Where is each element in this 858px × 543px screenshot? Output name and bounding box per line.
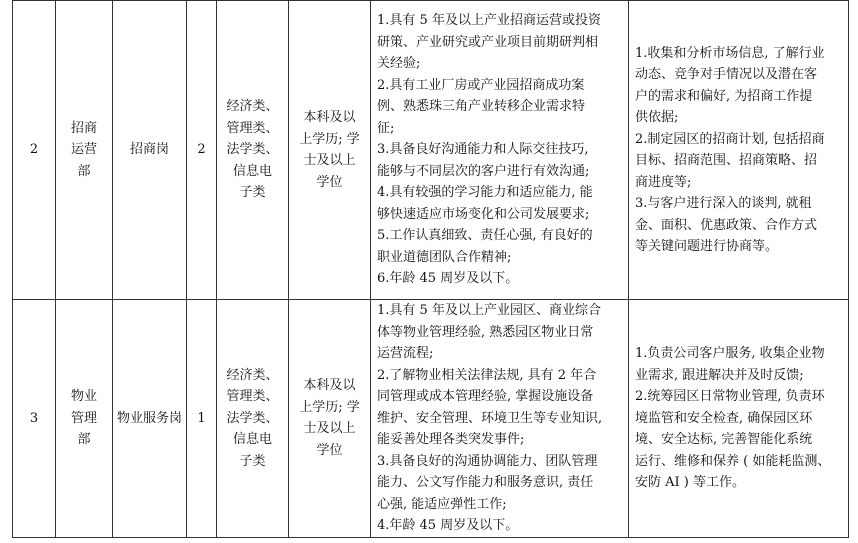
text-line: 境、安全达标, 完善智能化系统 xyxy=(635,432,813,447)
text-line: 4.具有较强的学习能力和适应能力, 能 xyxy=(377,185,593,201)
text-line: 商进度等; xyxy=(635,174,692,190)
text-line: 管理 xyxy=(70,410,97,426)
row-number: 3 xyxy=(13,300,56,538)
text-line: 1.具有 5 年及以上产业园区、商业综合 xyxy=(377,303,601,318)
text-line: 能够与不同层次的客户进行有效沟通; xyxy=(377,163,590,179)
text-line: 目标、招商范围、招商策略、招 xyxy=(635,153,818,168)
text-line: 供依据; xyxy=(635,110,679,125)
text-line: 关经验; xyxy=(377,56,421,72)
text-line: 体等物业管理经验, 熟悉园区物业日常 xyxy=(377,324,594,340)
text-line: 法学类、 xyxy=(226,410,279,426)
text-line: 2.了解物业相关法律法规, 具有 2 年合 xyxy=(377,367,597,383)
major-cell xyxy=(217,1,289,300)
text-line: 2.制定园区的招商计划, 包括招商 xyxy=(635,131,825,147)
requirements-cell xyxy=(371,1,629,300)
text-line: 本科及以 xyxy=(303,110,356,125)
headcount-cell: 1 xyxy=(187,300,217,538)
text-line: 2.统筹园区日常物业管理, 负责环 xyxy=(635,389,825,404)
text-line: 职业道德团队合作精神; xyxy=(377,249,512,265)
text-line: 境监管和安全检查, 确保园区环 xyxy=(635,410,813,426)
text-line: 同管理或成本管理经验, 掌握设施设备 xyxy=(377,389,594,404)
headcount-cell: 2 xyxy=(187,1,217,300)
text-line: 管理类、 xyxy=(226,120,279,136)
text-line: 子类 xyxy=(239,453,266,469)
education-cell xyxy=(289,1,371,300)
text-line: 征; xyxy=(377,120,395,136)
text-line: 上学历; 学 xyxy=(299,131,360,147)
major-cell xyxy=(217,300,289,538)
text-line: 安防 AI ) 等工作。 xyxy=(635,475,745,490)
text-line: 管理类、 xyxy=(226,389,279,404)
recruitment-table xyxy=(12,0,849,538)
text-line: 士及以上 xyxy=(303,153,356,168)
position-cell: 招商岗 xyxy=(113,1,187,300)
text-line: 法学类、 xyxy=(226,142,279,158)
text-line: 2.具有工业厂房或产业园招商成功案 xyxy=(377,77,585,93)
table-row xyxy=(13,300,849,538)
text-line: 金、面积、优惠政策、合作方式 xyxy=(635,217,818,233)
duties-cell xyxy=(629,300,849,538)
table-row xyxy=(13,1,849,300)
education-cell xyxy=(289,300,371,538)
text-line: 学位 xyxy=(316,442,343,458)
text-line: 4.年龄 45 周岁及以下。 xyxy=(377,518,519,533)
text-line: 经济类、 xyxy=(226,99,279,115)
text-line: 研策、产业研究或产业项目前期研判相 xyxy=(377,34,599,50)
text-line: 信息电 xyxy=(232,163,272,179)
text-line: 够快速适应市场变化和公司发展要求; xyxy=(377,206,590,222)
text-line: 运营流程; xyxy=(377,346,434,361)
department-cell xyxy=(56,300,113,538)
text-line: 等关键问题进行协商等。 xyxy=(635,239,779,254)
text-line: 本科及以 xyxy=(303,378,356,394)
department-cell xyxy=(56,1,113,300)
text-line: 1.负责公司客户服务, 收集企业物 xyxy=(635,346,825,361)
text-line: 士及以上 xyxy=(303,421,356,437)
text-line: 3.与客户进行深入的谈判, 就租 xyxy=(635,196,812,211)
duties-cell xyxy=(629,1,849,300)
position-text: 物业服务岗 xyxy=(116,410,182,426)
text-line: 5.工作认真细致、责任心强, 有良好的 xyxy=(377,228,593,244)
text-line: 能力、公文写作能力和服务意识, 责任 xyxy=(377,475,594,490)
text-line: 部 xyxy=(77,432,91,447)
text-line: 1.收集和分析市场信息, 了解行业 xyxy=(635,45,825,61)
text-line: 上学历; 学 xyxy=(299,399,360,415)
text-line: 经济类、 xyxy=(226,367,279,383)
text-line: 业需求, 跟进解决并及时反馈; xyxy=(635,367,804,383)
text-line: 3.具备良好的沟通协调能力、团队管理 xyxy=(377,453,598,469)
text-line: 物业 xyxy=(70,389,97,404)
text-line: 例、熟悉珠三角产业转移企业需求特 xyxy=(377,99,586,115)
text-line: 1.具有 5 年及以上产业招商运营或投资 xyxy=(377,13,601,29)
text-line: 学位 xyxy=(316,174,343,190)
text-line: 招商 xyxy=(70,120,97,136)
text-line: 运营 xyxy=(70,142,97,158)
text-line: 部 xyxy=(77,163,91,179)
requirements-cell xyxy=(371,300,629,538)
position-cell xyxy=(113,300,187,538)
text-line: 心强, 能适应弹性工作; xyxy=(377,496,507,512)
text-line: 维护、安全管理、环境卫生等专业知识, xyxy=(377,410,603,426)
row-number: 2 xyxy=(13,1,56,300)
text-line: 3.具备良好沟通能力和人际交往技巧, xyxy=(377,142,589,158)
text-line: 子类 xyxy=(239,185,266,201)
text-line: 信息电 xyxy=(232,432,272,447)
text-line: 运行、维修和保养 ( 如能耗监测、 xyxy=(635,453,831,469)
text-line: 户的需求和偏好, 为招商工作提 xyxy=(635,88,813,104)
text-line: 能妥善处理各类突发事件; xyxy=(377,432,525,447)
text-line: 6.年龄 45 周岁及以下。 xyxy=(377,271,519,287)
text-line: 动态、竞争对手情况以及潜在客 xyxy=(635,67,818,82)
